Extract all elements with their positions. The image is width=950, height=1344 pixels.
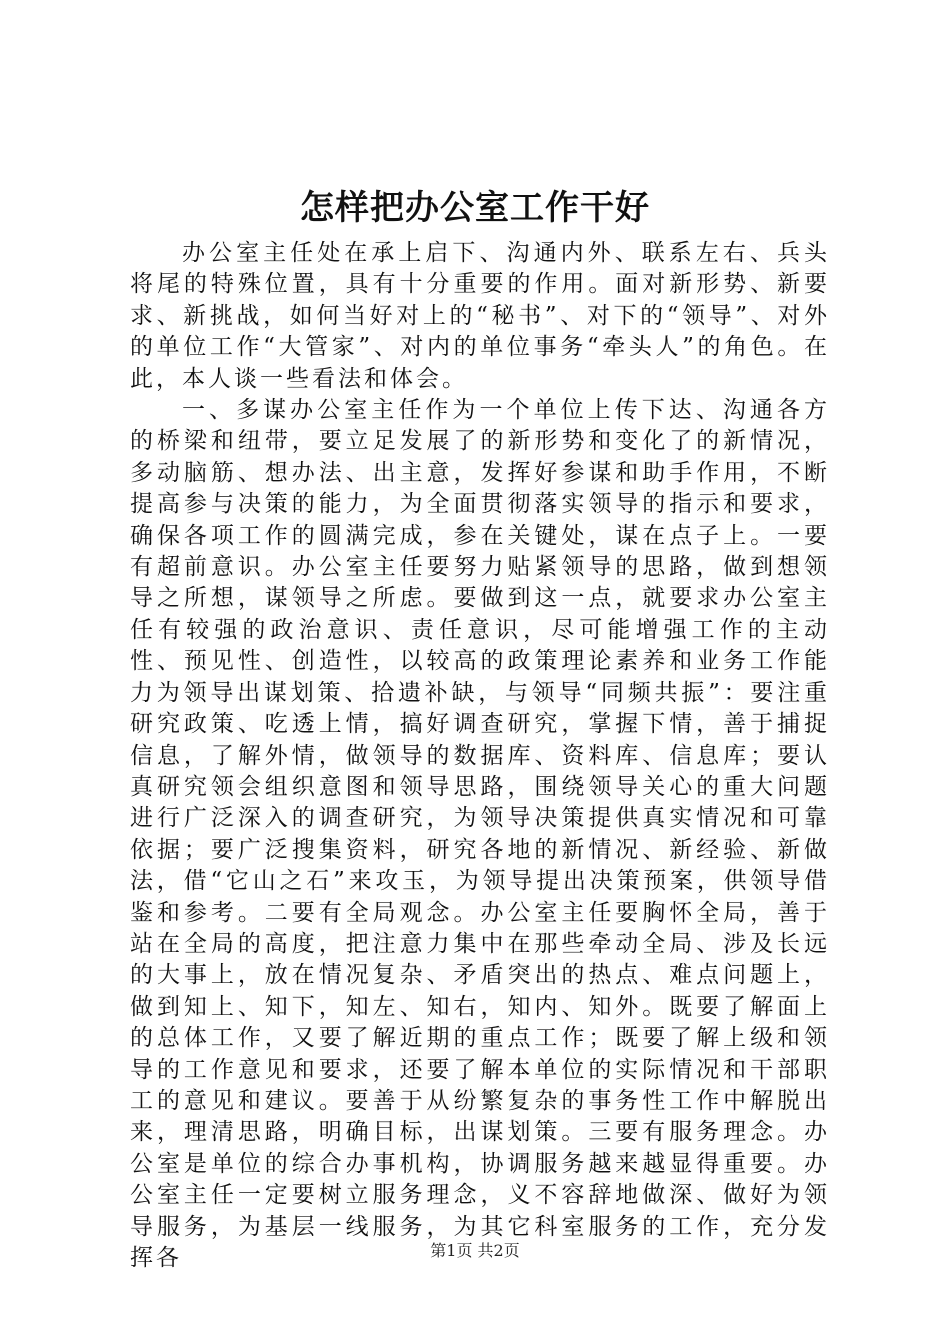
paragraph-section-1: 一、多谋办公室主任作为一个单位上传下达、沟通各方的桥梁和纽带，要立足发展了的新形势和变化了的新情况，多动脑筋、想办法、出主意，发挥好参谋和助手作用，不断提高参与决策的能力，为全面贯彻落实领导的指示和要求，确保各项工作的圆满完成，参在关键处，谋在点子上。一要有超前意识。办公室主任要努力贴紧领导的思路，做到想领导之所想，谋领导之所虑。要做到这一点，就要求办公室主任有较强的政治意识、责任意识，尽可能增强工作的主动性、预见性、创造性，以较高的政策理论素养和业务工作能力为领导出谋划策、拾遗补缺，与领导“同频共振”：要注重研究政策、吃透上情，搞好调查研究，掌握下情，善于捕捉信息，了解外情，做领导的数据库、资料库、信息库；要认真研究领会组织意图和领导思路，围绕领导关心的重大问题进行广泛深入的调查研究，为领导决策提供真实情况和可靠依据；要广泛搜集资料，研究各地的新情况、新经验、新做法，借“它山之石”来攻玉，为领导提出决策预案，供领导借鉴和参考。二要有全局观念。办公室主任要胸怀全局，善于站在全局的高度，把注意力集中在那些牵动全局、涉及长远的大事上，放在情况复杂、矛盾突出的热点、难点问题上，做到知上、知下，知左、知右，知内、知外。既要了解面上的总体工作，又要了解近期的重点工作；既要了解上级和领导的工作意见和要求，还要了解本单位的实际情况和干部职工的意见和建议。要善于从纷繁复杂的事务性工作中解脱出来，理清思路，明确目标，出谋划策。三要有服务理念。办公室是单位的综合办事机构，协调服务越来越显得重要。办公室主任一定要树立服务理念，义不容辞地做深、做好为领导服务，为基层一线服务，为其它科室服务的工作，充分发挥各 xyxy=(130,397,830,1271)
document-title: 怎样把办公室工作干好 xyxy=(300,188,650,228)
paragraph-intro: 办公室主任处在承上启下、沟通内外、联系左右、兵头将尾的特殊位置，具有十分重要的作用。面对新形势、新要求、新挑战，如何当好对上的“秘书”、对下的“领导”、对外的单位工作“大管家”、对内的单位事务“牵头人”的角色。在此，本人谈一些看法和体会。 xyxy=(130,240,830,392)
document-body xyxy=(130,238,830,1274)
page-number-footer: 第1页 共2页 xyxy=(430,1241,520,1260)
